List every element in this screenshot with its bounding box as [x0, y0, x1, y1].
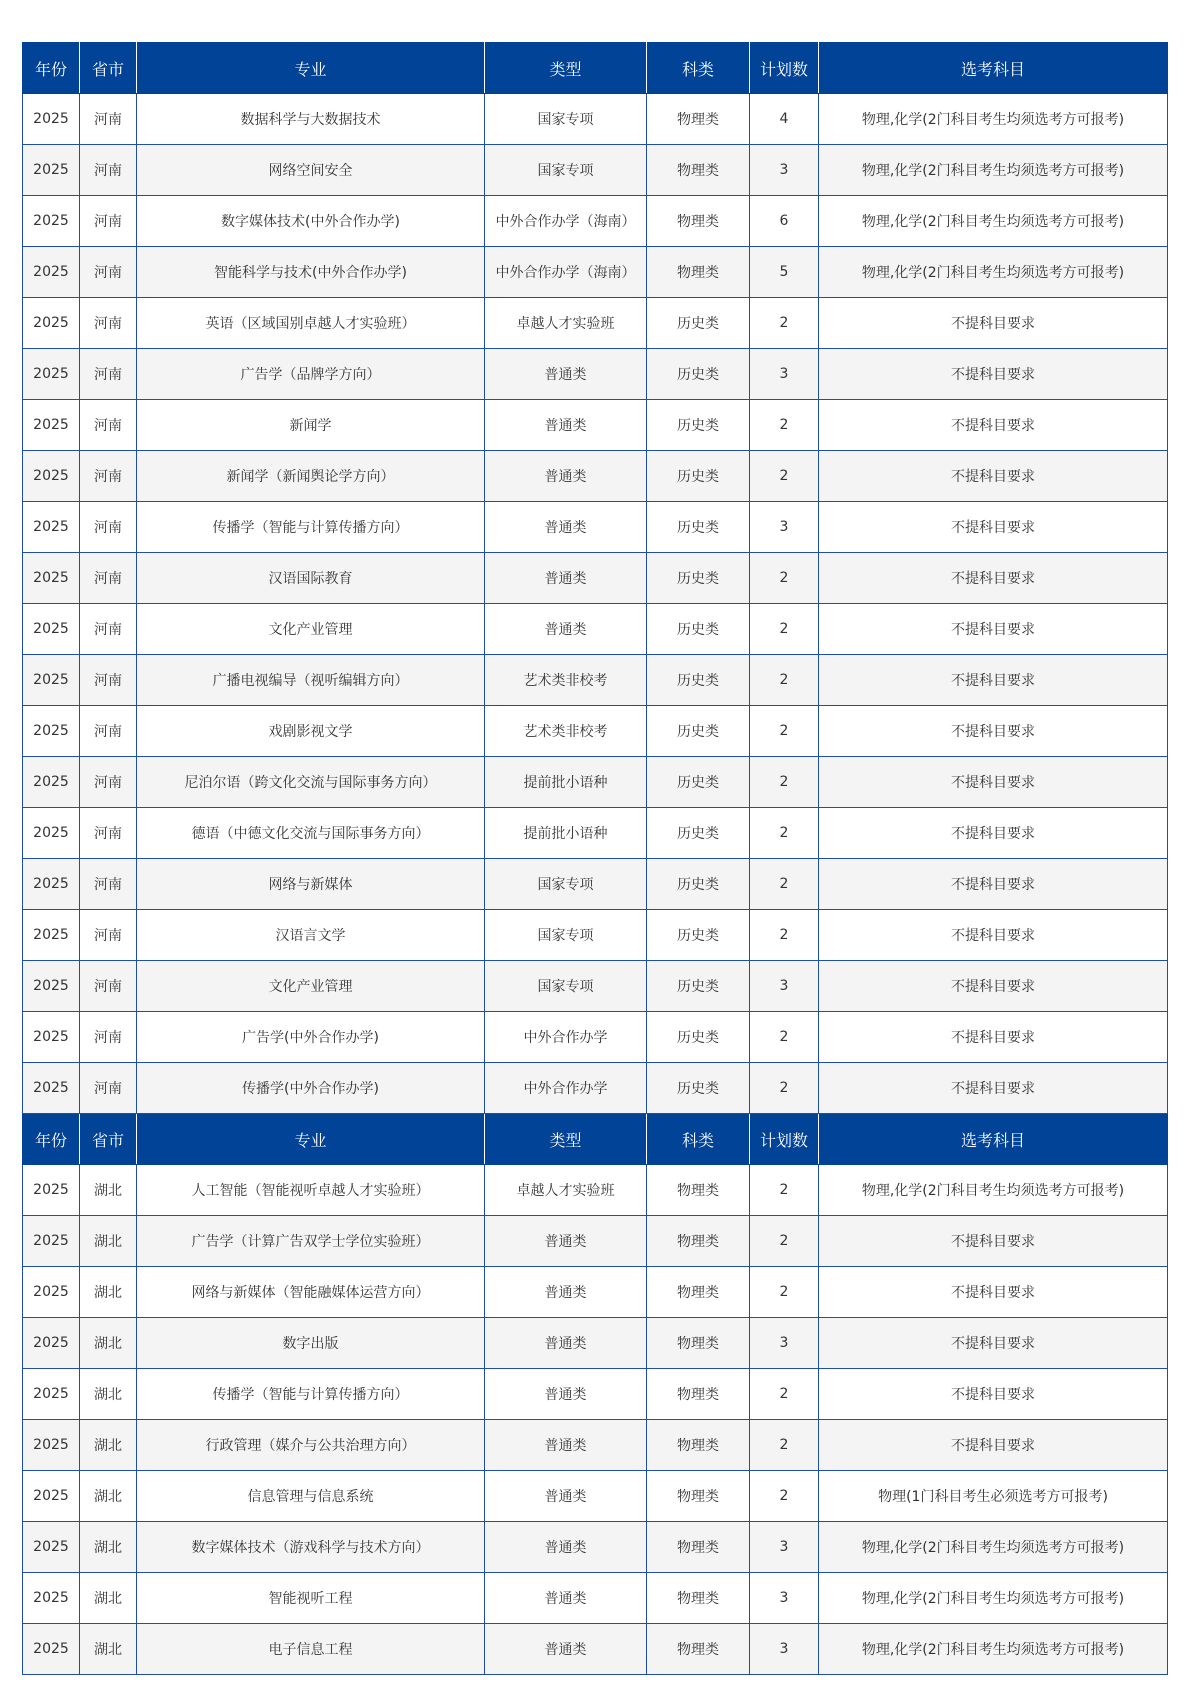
- table-row: [23, 808, 1168, 859]
- cell-required-subjects: 不提科目要求: [819, 349, 1168, 400]
- cell-category: 物理类: [647, 1471, 750, 1522]
- cell-major: 新闻学（新闻舆论学方向）: [137, 451, 485, 502]
- cell-type: 普通类: [485, 1267, 647, 1318]
- cell-category: 历史类: [647, 961, 750, 1012]
- cell-required-subjects: 不提科目要求: [819, 1063, 1168, 1114]
- cell-province: 河南: [80, 400, 137, 451]
- table-row: [23, 859, 1168, 910]
- table-row: [23, 1573, 1168, 1624]
- cell-major: 新闻学: [137, 400, 485, 451]
- cell-type: 卓越人才实验班: [485, 298, 647, 349]
- cell-province: 湖北: [80, 1420, 137, 1471]
- table-row: [23, 298, 1168, 349]
- cell-category: 历史类: [647, 1012, 750, 1063]
- cell-category: 物理类: [647, 247, 750, 298]
- cell-required-subjects: 物理,化学(2门科目考生均须选考方可报考): [819, 1624, 1168, 1675]
- cell-type: 国家专项: [485, 94, 647, 145]
- cell-required-subjects: 物理,化学(2门科目考生均须选考方可报考): [819, 1573, 1168, 1624]
- table-row: [23, 1624, 1168, 1675]
- cell-required-subjects: 不提科目要求: [819, 859, 1168, 910]
- cell-category: 物理类: [647, 1165, 750, 1216]
- cell-category: 物理类: [647, 145, 750, 196]
- cell-required-subjects: 不提科目要求: [819, 1318, 1168, 1369]
- cell-type: 普通类: [485, 1369, 647, 1420]
- cell-category: 物理类: [647, 1420, 750, 1471]
- cell-year: 2025: [23, 553, 80, 604]
- cell-year: 2025: [23, 706, 80, 757]
- cell-type: 中外合作办学（海南）: [485, 196, 647, 247]
- cell-year: 2025: [23, 808, 80, 859]
- column-header-required-subjects: 选考科目: [819, 43, 1168, 94]
- cell-year: 2025: [23, 910, 80, 961]
- cell-type: 普通类: [485, 1573, 647, 1624]
- table-row: [23, 910, 1168, 961]
- cell-required-subjects: 不提科目要求: [819, 1267, 1168, 1318]
- cell-major: 数字媒体技术(中外合作办学): [137, 196, 485, 247]
- cell-province: 河南: [80, 502, 137, 553]
- cell-major: 传播学（智能与计算传播方向）: [137, 1369, 485, 1420]
- cell-major: 汉语言文学: [137, 910, 485, 961]
- cell-type: 普通类: [485, 400, 647, 451]
- table-row: [23, 502, 1168, 553]
- cell-major: 广告学(中外合作办学): [137, 1012, 485, 1063]
- cell-major: 行政管理（媒介与公共治理方向）: [137, 1420, 485, 1471]
- cell-major: 数字出版: [137, 1318, 485, 1369]
- table-header-row: [23, 1114, 1168, 1165]
- cell-province: 湖北: [80, 1165, 137, 1216]
- column-header-major: 专业: [137, 1114, 485, 1165]
- cell-province: 湖北: [80, 1624, 137, 1675]
- cell-type: 普通类: [485, 1216, 647, 1267]
- cell-category: 历史类: [647, 451, 750, 502]
- cell-plan-count: 2: [750, 1165, 819, 1216]
- cell-required-subjects: 不提科目要求: [819, 757, 1168, 808]
- cell-category: 物理类: [647, 1369, 750, 1420]
- cell-province: 湖北: [80, 1369, 137, 1420]
- cell-category: 历史类: [647, 808, 750, 859]
- cell-category: 历史类: [647, 604, 750, 655]
- cell-major: 人工智能（智能视听卓越人才实验班）: [137, 1165, 485, 1216]
- cell-major: 英语（区域国别卓越人才实验班）: [137, 298, 485, 349]
- cell-year: 2025: [23, 1624, 80, 1675]
- column-header-province: 省市: [80, 43, 137, 94]
- table-row: [23, 604, 1168, 655]
- cell-type: 普通类: [485, 1471, 647, 1522]
- cell-type: 中外合作办学（海南）: [485, 247, 647, 298]
- cell-major: 广告学（计算广告双学士学位实验班）: [137, 1216, 485, 1267]
- cell-major: 信息管理与信息系统: [137, 1471, 485, 1522]
- table-row: [23, 349, 1168, 400]
- cell-province: 河南: [80, 196, 137, 247]
- cell-major: 戏剧影视文学: [137, 706, 485, 757]
- cell-province: 河南: [80, 349, 137, 400]
- cell-required-subjects: 不提科目要求: [819, 604, 1168, 655]
- cell-type: 普通类: [485, 349, 647, 400]
- cell-plan-count: 2: [750, 1063, 819, 1114]
- cell-plan-count: 2: [750, 1267, 819, 1318]
- cell-type: 艺术类非校考: [485, 706, 647, 757]
- cell-category: 历史类: [647, 298, 750, 349]
- column-header-category: 科类: [647, 1114, 750, 1165]
- cell-plan-count: 2: [750, 1369, 819, 1420]
- admission-plan-page: [22, 42, 1167, 1675]
- cell-required-subjects: 不提科目要求: [819, 655, 1168, 706]
- column-header-year: 年份: [23, 1114, 80, 1165]
- cell-required-subjects: 不提科目要求: [819, 451, 1168, 502]
- cell-category: 历史类: [647, 859, 750, 910]
- table-row: [23, 1318, 1168, 1369]
- cell-plan-count: 3: [750, 502, 819, 553]
- cell-year: 2025: [23, 1267, 80, 1318]
- cell-type: 普通类: [485, 1318, 647, 1369]
- table-row: [23, 757, 1168, 808]
- cell-required-subjects: 不提科目要求: [819, 502, 1168, 553]
- table-row: [23, 94, 1168, 145]
- cell-type: 普通类: [485, 502, 647, 553]
- cell-type: 普通类: [485, 451, 647, 502]
- cell-type: 普通类: [485, 604, 647, 655]
- cell-type: 提前批小语种: [485, 808, 647, 859]
- cell-required-subjects: 不提科目要求: [819, 961, 1168, 1012]
- cell-year: 2025: [23, 961, 80, 1012]
- cell-required-subjects: 不提科目要求: [819, 706, 1168, 757]
- cell-province: 湖北: [80, 1471, 137, 1522]
- cell-category: 历史类: [647, 757, 750, 808]
- column-header-type: 类型: [485, 1114, 647, 1165]
- table-row: [23, 961, 1168, 1012]
- cell-province: 河南: [80, 247, 137, 298]
- cell-year: 2025: [23, 1165, 80, 1216]
- cell-type: 普通类: [485, 1420, 647, 1471]
- cell-plan-count: 4: [750, 94, 819, 145]
- cell-province: 河南: [80, 859, 137, 910]
- cell-province: 河南: [80, 94, 137, 145]
- cell-category: 历史类: [647, 502, 750, 553]
- cell-year: 2025: [23, 247, 80, 298]
- cell-province: 河南: [80, 553, 137, 604]
- cell-year: 2025: [23, 1216, 80, 1267]
- cell-type: 普通类: [485, 553, 647, 604]
- cell-year: 2025: [23, 1063, 80, 1114]
- table-row: [23, 400, 1168, 451]
- cell-year: 2025: [23, 196, 80, 247]
- cell-province: 河南: [80, 451, 137, 502]
- cell-plan-count: 3: [750, 1573, 819, 1624]
- column-header-category: 科类: [647, 43, 750, 94]
- cell-major: 数字媒体技术（游戏科学与技术方向）: [137, 1522, 485, 1573]
- cell-type: 中外合作办学: [485, 1012, 647, 1063]
- column-header-year: 年份: [23, 43, 80, 94]
- cell-province: 河南: [80, 808, 137, 859]
- cell-category: 历史类: [647, 349, 750, 400]
- cell-year: 2025: [23, 1573, 80, 1624]
- cell-plan-count: 5: [750, 247, 819, 298]
- cell-year: 2025: [23, 94, 80, 145]
- cell-plan-count: 2: [750, 604, 819, 655]
- cell-province: 河南: [80, 1012, 137, 1063]
- cell-type: 国家专项: [485, 961, 647, 1012]
- cell-plan-count: 2: [750, 655, 819, 706]
- table-row: [23, 247, 1168, 298]
- cell-year: 2025: [23, 502, 80, 553]
- cell-plan-count: 3: [750, 1318, 819, 1369]
- cell-major: 数据科学与大数据技术: [137, 94, 485, 145]
- cell-year: 2025: [23, 451, 80, 502]
- cell-required-subjects: 不提科目要求: [819, 298, 1168, 349]
- cell-type: 国家专项: [485, 145, 647, 196]
- column-header-plan-count: 计划数: [750, 43, 819, 94]
- cell-required-subjects: 不提科目要求: [819, 553, 1168, 604]
- cell-required-subjects: 物理,化学(2门科目考生均须选考方可报考): [819, 1165, 1168, 1216]
- cell-type: 普通类: [485, 1624, 647, 1675]
- cell-plan-count: 2: [750, 808, 819, 859]
- cell-major: 智能科学与技术(中外合作办学): [137, 247, 485, 298]
- cell-category: 历史类: [647, 553, 750, 604]
- cell-plan-count: 2: [750, 1216, 819, 1267]
- cell-province: 河南: [80, 1063, 137, 1114]
- cell-category: 物理类: [647, 1522, 750, 1573]
- cell-required-subjects: 不提科目要求: [819, 808, 1168, 859]
- cell-year: 2025: [23, 604, 80, 655]
- table-row: [23, 1267, 1168, 1318]
- cell-plan-count: 3: [750, 145, 819, 196]
- table-row: [23, 706, 1168, 757]
- cell-province: 湖北: [80, 1573, 137, 1624]
- cell-year: 2025: [23, 1471, 80, 1522]
- cell-year: 2025: [23, 1318, 80, 1369]
- table-body: [23, 43, 1168, 1675]
- cell-year: 2025: [23, 655, 80, 706]
- cell-year: 2025: [23, 145, 80, 196]
- cell-plan-count: 3: [750, 961, 819, 1012]
- cell-plan-count: 3: [750, 1624, 819, 1675]
- cell-category: 历史类: [647, 655, 750, 706]
- cell-required-subjects: 不提科目要求: [819, 400, 1168, 451]
- cell-category: 物理类: [647, 196, 750, 247]
- cell-category: 物理类: [647, 94, 750, 145]
- cell-type: 国家专项: [485, 910, 647, 961]
- cell-year: 2025: [23, 1420, 80, 1471]
- cell-province: 河南: [80, 145, 137, 196]
- cell-required-subjects: 物理,化学(2门科目考生均须选考方可报考): [819, 1522, 1168, 1573]
- column-header-required-subjects: 选考科目: [819, 1114, 1168, 1165]
- cell-category: 历史类: [647, 400, 750, 451]
- cell-plan-count: 2: [750, 859, 819, 910]
- column-header-province: 省市: [80, 1114, 137, 1165]
- table-row: [23, 451, 1168, 502]
- cell-category: 物理类: [647, 1318, 750, 1369]
- cell-province: 河南: [80, 757, 137, 808]
- cell-required-subjects: 不提科目要求: [819, 910, 1168, 961]
- cell-plan-count: 2: [750, 706, 819, 757]
- cell-major: 汉语国际教育: [137, 553, 485, 604]
- cell-plan-count: 2: [750, 298, 819, 349]
- cell-category: 物理类: [647, 1624, 750, 1675]
- table-row: [23, 1471, 1168, 1522]
- table-row: [23, 1420, 1168, 1471]
- cell-required-subjects: 不提科目要求: [819, 1216, 1168, 1267]
- cell-province: 湖北: [80, 1318, 137, 1369]
- cell-major: 电子信息工程: [137, 1624, 485, 1675]
- cell-plan-count: 2: [750, 757, 819, 808]
- cell-major: 文化产业管理: [137, 604, 485, 655]
- table-row: [23, 196, 1168, 247]
- cell-year: 2025: [23, 757, 80, 808]
- column-header-type: 类型: [485, 43, 647, 94]
- table-row: [23, 1063, 1168, 1114]
- cell-plan-count: 3: [750, 349, 819, 400]
- cell-province: 河南: [80, 706, 137, 757]
- cell-category: 历史类: [647, 910, 750, 961]
- cell-major: 网络与新媒体: [137, 859, 485, 910]
- cell-type: 普通类: [485, 1522, 647, 1573]
- cell-province: 河南: [80, 604, 137, 655]
- cell-year: 2025: [23, 400, 80, 451]
- cell-plan-count: 2: [750, 1471, 819, 1522]
- table-row: [23, 1216, 1168, 1267]
- cell-category: 物理类: [647, 1573, 750, 1624]
- cell-major: 广告学（品牌学方向）: [137, 349, 485, 400]
- table-row: [23, 1522, 1168, 1573]
- cell-year: 2025: [23, 349, 80, 400]
- column-header-plan-count: 计划数: [750, 1114, 819, 1165]
- table-header-row: [23, 43, 1168, 94]
- cell-major: 网络空间安全: [137, 145, 485, 196]
- cell-required-subjects: 不提科目要求: [819, 1369, 1168, 1420]
- table-row: [23, 553, 1168, 604]
- table-row: [23, 1165, 1168, 1216]
- cell-type: 提前批小语种: [485, 757, 647, 808]
- cell-province: 河南: [80, 655, 137, 706]
- cell-province: 河南: [80, 910, 137, 961]
- cell-required-subjects: 不提科目要求: [819, 1420, 1168, 1471]
- table-row: [23, 1012, 1168, 1063]
- cell-major: 德语（中德文化交流与国际事务方向）: [137, 808, 485, 859]
- cell-category: 物理类: [647, 1216, 750, 1267]
- cell-province: 湖北: [80, 1216, 137, 1267]
- cell-required-subjects: 不提科目要求: [819, 1012, 1168, 1063]
- cell-category: 历史类: [647, 1063, 750, 1114]
- cell-category: 物理类: [647, 1267, 750, 1318]
- cell-major: 智能视听工程: [137, 1573, 485, 1624]
- cell-plan-count: 6: [750, 196, 819, 247]
- cell-province: 湖北: [80, 1267, 137, 1318]
- table-row: [23, 655, 1168, 706]
- admission-plan-table: [22, 42, 1168, 1675]
- cell-plan-count: 2: [750, 400, 819, 451]
- cell-plan-count: 3: [750, 1522, 819, 1573]
- cell-plan-count: 2: [750, 910, 819, 961]
- cell-required-subjects: 物理,化学(2门科目考生均须选考方可报考): [819, 94, 1168, 145]
- column-header-major: 专业: [137, 43, 485, 94]
- cell-major: 网络与新媒体（智能融媒体运营方向）: [137, 1267, 485, 1318]
- table-row: [23, 145, 1168, 196]
- table-row: [23, 1369, 1168, 1420]
- cell-province: 河南: [80, 961, 137, 1012]
- cell-year: 2025: [23, 1522, 80, 1573]
- cell-type: 卓越人才实验班: [485, 1165, 647, 1216]
- cell-required-subjects: 物理,化学(2门科目考生均须选考方可报考): [819, 196, 1168, 247]
- cell-required-subjects: 物理,化学(2门科目考生均须选考方可报考): [819, 247, 1168, 298]
- cell-major: 传播学（智能与计算传播方向）: [137, 502, 485, 553]
- cell-province: 河南: [80, 298, 137, 349]
- cell-year: 2025: [23, 1012, 80, 1063]
- cell-year: 2025: [23, 859, 80, 910]
- cell-plan-count: 2: [750, 1012, 819, 1063]
- cell-type: 艺术类非校考: [485, 655, 647, 706]
- cell-type: 中外合作办学: [485, 1063, 647, 1114]
- cell-major: 广播电视编导（视听编辑方向）: [137, 655, 485, 706]
- cell-plan-count: 2: [750, 451, 819, 502]
- cell-province: 湖北: [80, 1522, 137, 1573]
- cell-major: 尼泊尔语（跨文化交流与国际事务方向）: [137, 757, 485, 808]
- cell-plan-count: 2: [750, 553, 819, 604]
- cell-type: 国家专项: [485, 859, 647, 910]
- cell-category: 历史类: [647, 706, 750, 757]
- cell-year: 2025: [23, 1369, 80, 1420]
- cell-year: 2025: [23, 298, 80, 349]
- cell-required-subjects: 物理(1门科目考生必须选考方可报考): [819, 1471, 1168, 1522]
- cell-plan-count: 2: [750, 1420, 819, 1471]
- cell-required-subjects: 物理,化学(2门科目考生均须选考方可报考): [819, 145, 1168, 196]
- cell-major: 传播学(中外合作办学): [137, 1063, 485, 1114]
- cell-major: 文化产业管理: [137, 961, 485, 1012]
